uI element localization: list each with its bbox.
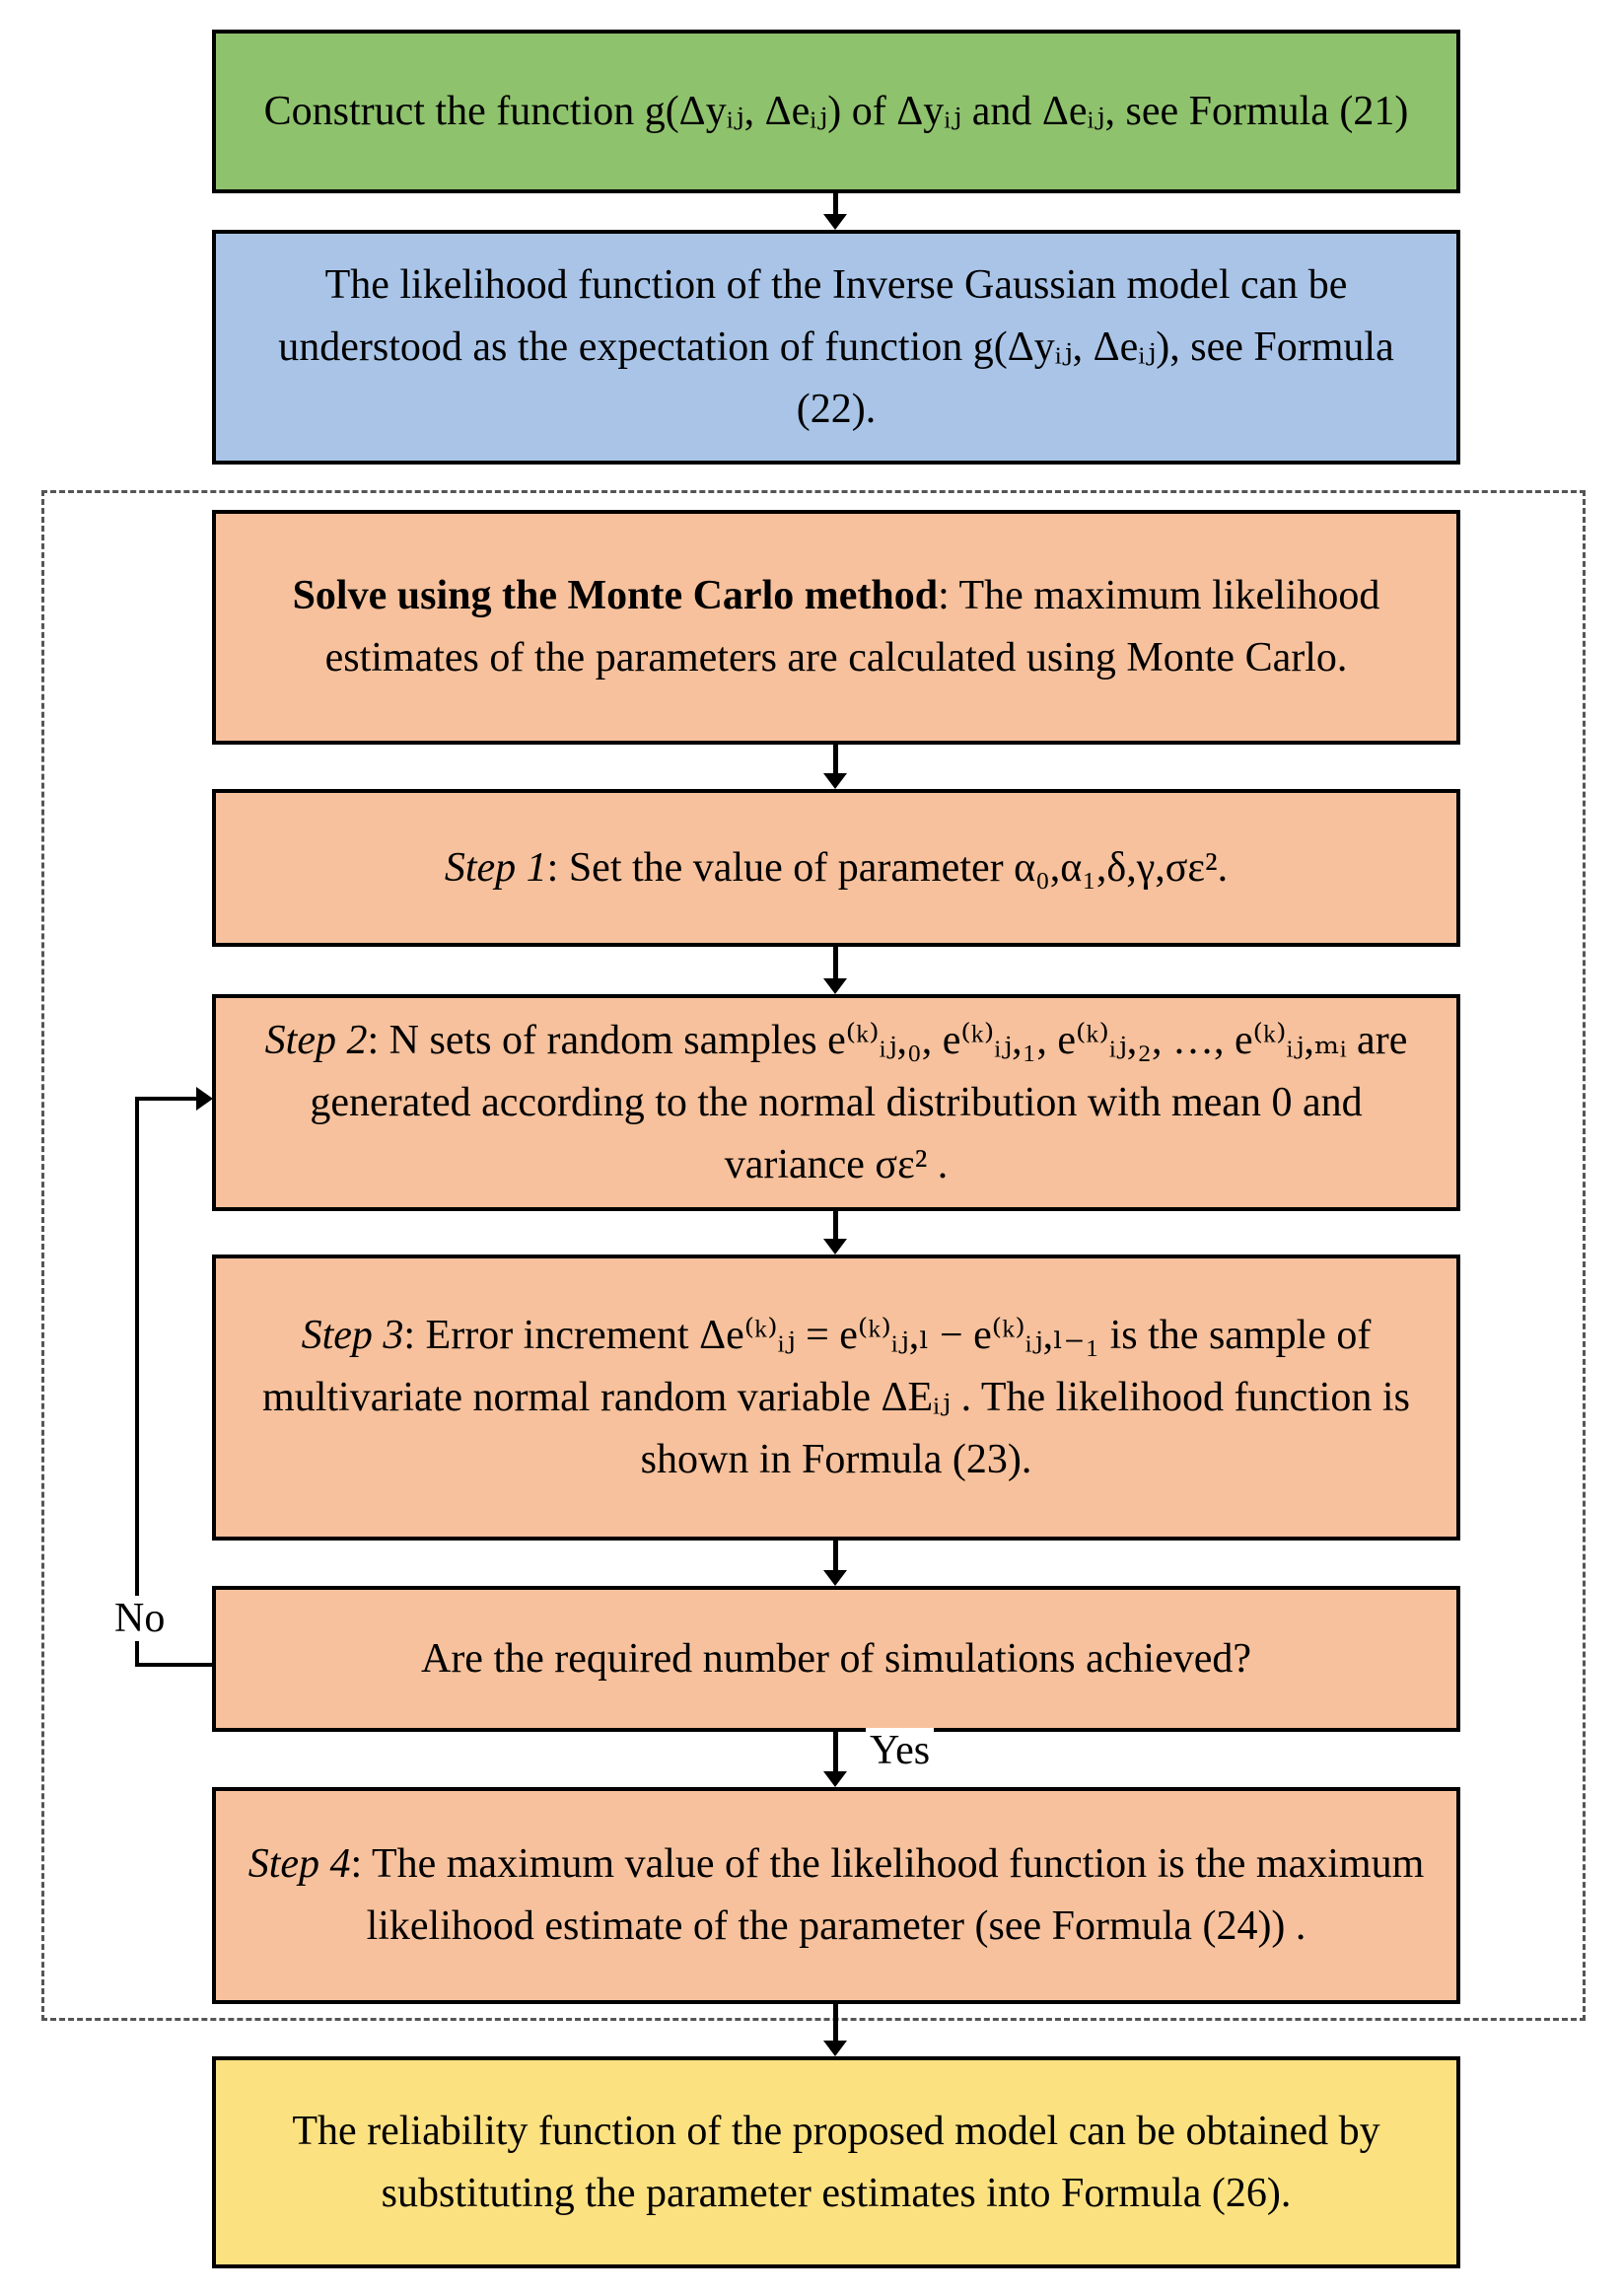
yes-branch-label: Yes bbox=[866, 1728, 934, 1773]
step3-rest: : Error increment Δe⁽ᵏ⁾ᵢⱼ = e⁽ᵏ⁾ᵢⱼ,ₗ − e⁽ᵏ⁾ᵢⱼ,ₗ₋₁ is the sample of multivariate normal random variable ΔEᵢⱼ . The likelihood function is shown in Formula (23). bbox=[262, 1312, 1410, 1482]
decision-text: Are the required number of simulations achieved? bbox=[420, 1635, 1252, 1682]
construct-text: Construct the function g(Δyᵢⱼ, Δeᵢⱼ) of Δyᵢⱼ and Δeᵢⱼ, see Formula (21) bbox=[263, 88, 1409, 134]
likelihood-text: The likelihood function of the Inverse Gaussian model can be understood as the expectation of function g(Δyᵢⱼ, Δeᵢⱼ), see Formula (22). bbox=[278, 261, 1394, 432]
monte-carlo-rest: : The maximum likelihood estimates of the parameters are calculated using Monte Carlo. bbox=[324, 573, 1380, 681]
monte-carlo-text bbox=[236, 565, 1437, 689]
flow-box-construct bbox=[212, 30, 1460, 193]
step1-lead: Step 1 bbox=[444, 844, 547, 891]
step2-rest: : N sets of random samples e⁽ᵏ⁾ᵢⱼ,₀, e⁽ᵏ⁾ᵢⱼ,₁, e⁽ᵏ⁾ᵢⱼ,₂, …, e⁽ᵏ⁾ᵢⱼ,ₘᵢ are generated according to the normal distribution with mean 0 and variance σε² . bbox=[310, 1017, 1408, 1187]
step4-lead: Step 4 bbox=[247, 1841, 351, 1887]
step4-rest: : The maximum value of the likelihood function is the maximum likelihood estimate of the parameter (see Formula (24)) . bbox=[350, 1841, 1425, 1949]
no-loop-top-line bbox=[139, 1097, 196, 1101]
no-loop-bottom-line bbox=[135, 1663, 212, 1667]
flow-box-reliability bbox=[212, 2056, 1460, 2268]
step4-text bbox=[236, 1833, 1437, 1958]
flow-box-monte-carlo bbox=[212, 510, 1460, 745]
step1-text bbox=[445, 837, 1228, 899]
arrow-construct-to-likelihood bbox=[833, 193, 838, 215]
flow-box-step1 bbox=[212, 789, 1460, 947]
flow-box-step2 bbox=[212, 994, 1460, 1211]
step2-text bbox=[236, 1010, 1437, 1196]
reliability-text: The reliability function of the proposed model can be obtained by substituting the parameter estimates into Formula (26). bbox=[292, 2108, 1380, 2216]
arrow-monte-carlo-to-step1 bbox=[833, 745, 838, 774]
no-branch-label: No bbox=[110, 1596, 169, 1641]
step1-rest: : Set the value of parameter α₀,α₁,δ,γ,σε². bbox=[546, 844, 1229, 891]
step3-lead: Step 3 bbox=[301, 1312, 404, 1358]
step2-lead: Step 2 bbox=[264, 1017, 368, 1063]
flow-box-decision bbox=[212, 1586, 1460, 1732]
no-loop-arrowhead-icon bbox=[196, 1087, 213, 1111]
monte-carlo-lead: Solve using the Monte Carlo method bbox=[292, 573, 939, 618]
arrow-step2-to-step3 bbox=[833, 1211, 838, 1240]
arrow-step4-to-reliability bbox=[833, 2004, 838, 2042]
step3-text bbox=[236, 1305, 1437, 1491]
arrow-step3-to-decision bbox=[833, 1541, 838, 1571]
arrow-step1-to-step2 bbox=[833, 947, 838, 979]
flow-box-step4 bbox=[212, 1787, 1460, 2004]
flow-box-step3 bbox=[212, 1255, 1460, 1541]
no-loop-vertical-line bbox=[135, 1097, 139, 1667]
arrow-decision-to-step4 bbox=[833, 1732, 838, 1772]
flow-box-likelihood bbox=[212, 230, 1460, 465]
